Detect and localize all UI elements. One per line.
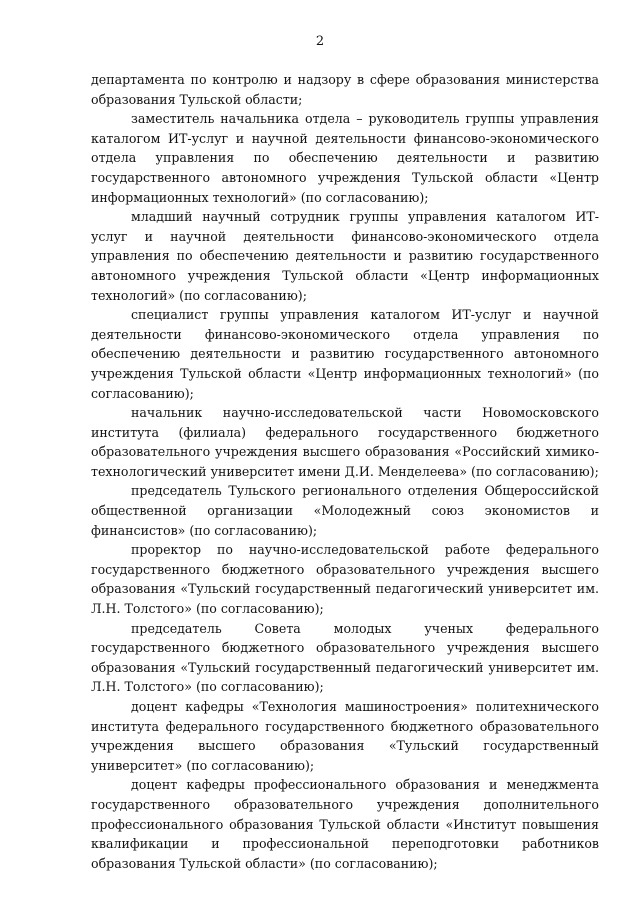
paragraph-department-continuation: департамента по контролю и надзору в сфере образования министерства образования Тульской области; <box>91 72 599 107</box>
paragraph-youth-union-chair: председатель Тульского регионального отделения Общероссийской общественной организации «Молодежный союз экономистов и финансистов» (по согласованию); <box>91 483 599 538</box>
paragraph-docent-professional-education: доцент кафедры профессионального образования и менеджмента государственного образовательного учреждения дополнительного профессионального образования Тульской области «Институт повышения квалификации и профессиональной переподготовки работников образования Тульской области» (по согласованию); <box>91 777 599 871</box>
paragraph-young-scientists-chair: председатель Совета молодых ученых федерального государственного бюджетного образовательного учреждения высшего образования «Тульский государственный педагогический университет им. Л.Н. Толстого» (по согласованию); <box>91 620 599 695</box>
document-body <box>91 70 599 873</box>
paragraph-research-head: начальник научно-исследовательской части Новомосковского института (филиала) федерального государственного бюджетного образовательного учреждения высшего образования «Российский химико-технологический университет имени Д.И. Менделеева» (по согласованию); <box>91 405 599 479</box>
paragraph-docent-engineering: доцент кафедры «Технология машиностроения» политехнического института федерального государственного бюджетного образовательного учреждения высшего образования «Тульский государственный университет» (по согласованию); <box>91 699 599 773</box>
paragraph-vice-rector: проректор по научно-исследовательской работе федерального государственного бюджетного образовательного учреждения высшего образования «Тульский государственный педагогический университет им. Л.Н. Толстого» (по согласованию); <box>91 542 599 617</box>
page-number: 2 <box>315 34 325 49</box>
paragraph-deputy-head: заместитель начальника отдела – руководитель группы управления каталогом ИТ-услуг и научной деятельности финансово-экономического отдела управления по обеспечению деятельности и развитию государственного автономного учреждения Тульской области «Центр информационных технологий» (по согласованию); <box>91 111 599 205</box>
paragraph-specialist: специалист группы управления каталогом ИТ-услуг и научной деятельности финансово-экономического отдела управления по обеспечению деятельности и развитию государственного автономного учреждения Тульской области «Центр информационных технологий» (по согласованию); <box>91 307 599 401</box>
paragraph-junior-researcher: младший научный сотрудник группы управления каталогом ИТ-услуг и научной деятельности финансово-экономического отдела управления по обеспечению деятельности и развитию государственного автономного учреждения Тульской области «Центр информационных технологий» (по согласованию); <box>91 209 599 303</box>
